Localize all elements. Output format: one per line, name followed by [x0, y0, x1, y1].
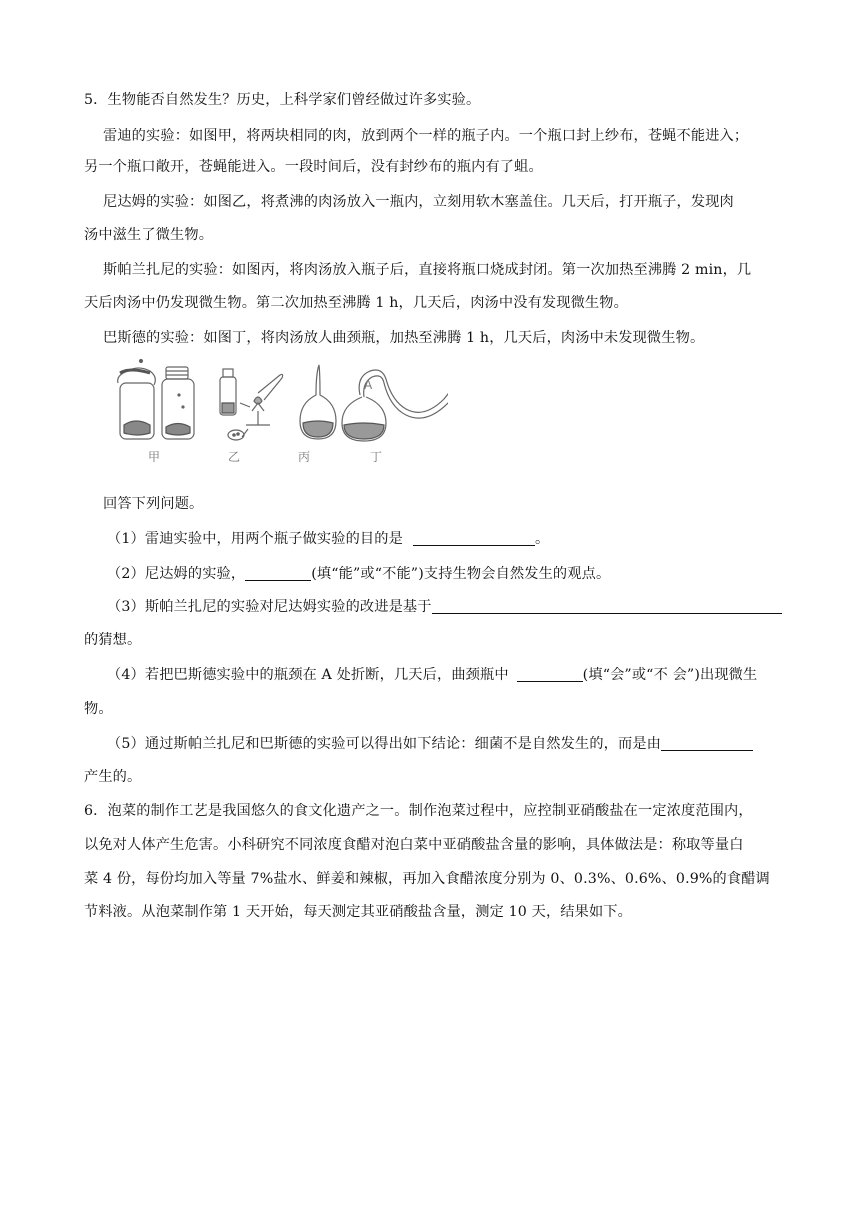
answer-blank-4[interactable]	[517, 666, 583, 682]
figure-label-jia: 甲	[148, 450, 161, 464]
experiment-figure	[108, 355, 448, 470]
sub-question-5: （5）通过斯帕兰扎尼和巴斯德的实验可以得出如下结论：细菌不是自然发生的，而是由	[107, 734, 810, 754]
answer-blank-3[interactable]	[432, 598, 782, 614]
sub-question-4-end: 物。	[84, 701, 113, 717]
pasteur-swan-neck-flask	[342, 370, 448, 441]
spallanzani-flask	[300, 365, 336, 439]
redi-jar-covered	[118, 360, 156, 440]
q5-intro: 5．生物能否自然发生？历史，上科学家们曾经做过许多实验。	[84, 92, 481, 108]
figure-label-yi: 乙	[228, 450, 241, 464]
experiment-illustration	[108, 355, 448, 470]
answer-prompt: 回答下列问题。	[103, 496, 204, 512]
q6-text-2: 以免对人体产生危害。小科研究不同浓度食醋对泡白菜中亚硝酸盐含量的影响，具体做法是：称取等量白	[84, 837, 744, 853]
needham-text-2: 汤中滋生了微生物。	[84, 227, 214, 243]
redi-text-2: 另一个瓶口敞开，苍蝇能进入。一段时间后，没有封纱布的瓶内有了蛆。	[84, 159, 543, 175]
q6-text-3: 菜 4 份，每份均加入等量 7%盐水、鲜姜和辣椒，再加入食醋浓度分别为 0、0.3%、0.6%、0.9%的食醋调	[84, 871, 770, 887]
answer-blank-2[interactable]	[245, 565, 311, 581]
q6-text-4: 节料液。从泡菜制作第 1 天开始，每天测定其亚硝酸盐含量，测定 10 天，结果如下。	[84, 904, 632, 920]
sub-question-4: （4）若把巴斯德实验中的瓶颈在 A 处折断，几天后，曲颈瓶中 (填“会”或“不 会”)出现微生	[107, 667, 758, 683]
sub-question-5-end: 产生的。	[84, 769, 142, 785]
answer-blank-1[interactable]	[413, 530, 535, 546]
q6-text-1: 6．泡菜的制作工艺是我国悠久的食文化遗产之一。制作泡菜过程中，应控制亚硝酸盐在一定浓度范围内，	[84, 803, 753, 819]
sub-question-2: （2）尼达姆的实验， (填“能”或“不能”)支持生物会自然发生的观点。	[107, 566, 611, 582]
spallanzani-text-1: 斯帕兰扎尼的实验：如图丙，将肉汤放入瓶子后，直接将瓶口烧成封闭。第一次加热至沸腾 2 min，几	[103, 262, 752, 278]
answer-blank-5[interactable]	[661, 735, 753, 751]
mark-A: A	[364, 378, 373, 392]
pasteur-text: 巴斯德的实验：如图丁，将肉汤放人曲颈瓶，加热至沸腾 1 h，几天后，肉汤中未发现微生物。	[103, 330, 705, 346]
figure-label-ding: 丁	[370, 450, 383, 464]
sub-question-3: （3）斯帕兰扎尼的实验对尼达姆实验的改进是基于	[107, 597, 810, 617]
needham-apparatus	[220, 369, 283, 440]
sub-question-3-end: 的猜想。	[84, 632, 142, 648]
redi-text-1: 雷迪的实验：如图甲，将两块相同的肉，放到两个一样的瓶子内。一个瓶口封上纱布，苍蝇不能进入；	[103, 128, 749, 144]
redi-jar-open	[162, 367, 194, 439]
spallanzani-text-2: 天后肉汤中仍发现微生物。第二次加热至沸腾 1 h，几天后，肉汤中没有发现微生物。	[84, 295, 628, 311]
needham-text-1: 尼达姆的实验：如图乙，将煮沸的肉汤放入一瓶内，立刻用软木塞盖住。几天后，打开瓶子，发现肉	[103, 194, 734, 210]
figure-label-bing: 丙	[298, 450, 311, 464]
sub-question-1: （1）雷迪实验中，用两个瓶子做实验的目的是 。	[107, 531, 550, 547]
